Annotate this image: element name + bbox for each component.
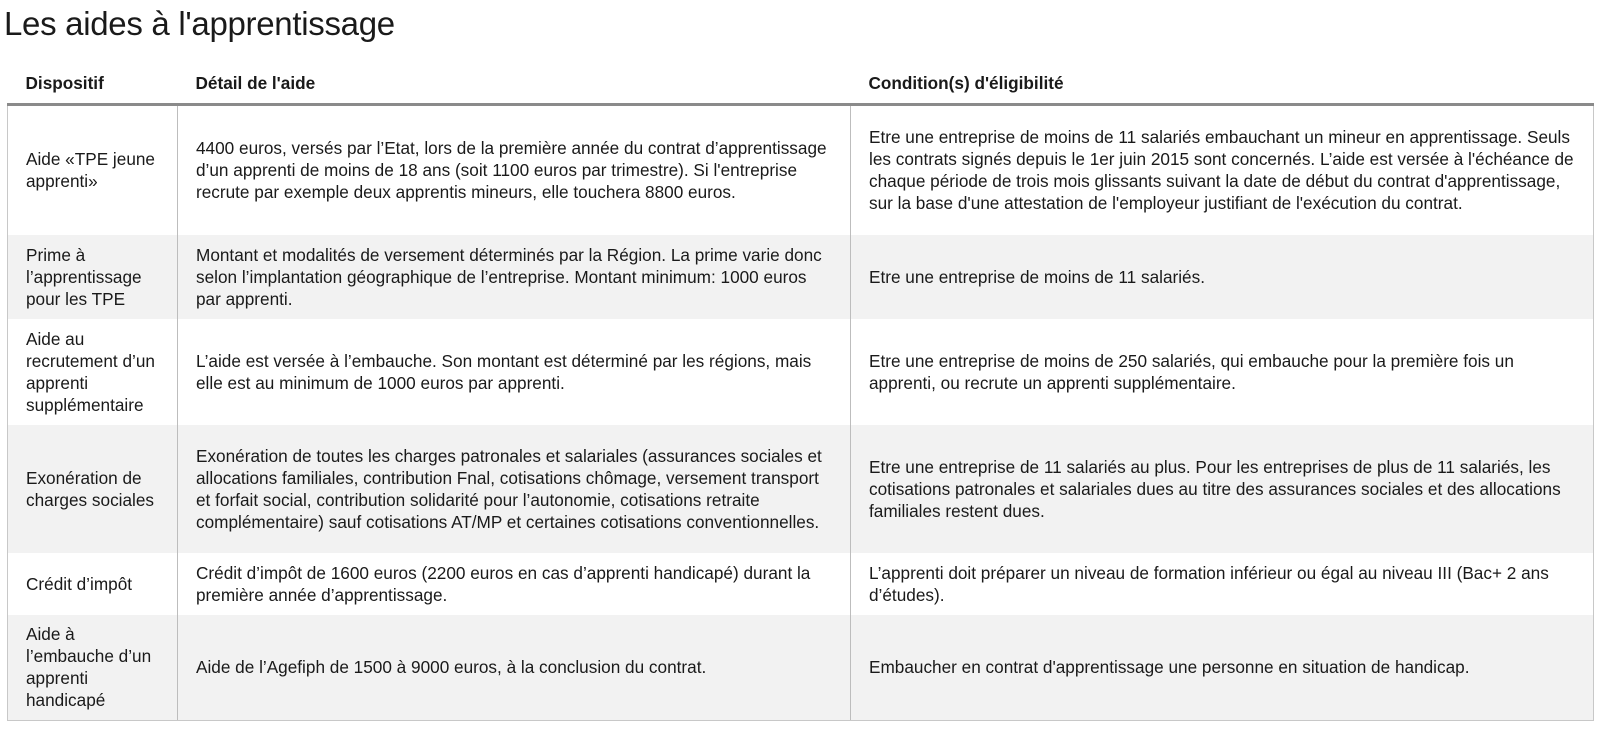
- column-header-dispositif: Dispositif: [8, 62, 178, 105]
- cell-dispositif: Aide à l’embauche d’un apprenti handicapé: [8, 615, 178, 721]
- cell-conditions: Etre une entreprise de moins de 11 salariés.: [851, 235, 1594, 319]
- cell-dispositif: Exonération de charges sociales: [8, 425, 178, 553]
- cell-dispositif: Aide «TPE jeune apprenti»: [8, 105, 178, 235]
- page-title: Les aides à l'apprentissage: [4, 5, 395, 42]
- cell-detail: Montant et modalités de versement déterminés par la Région. La prime varie donc selon l’implantation géographique de l’entreprise. Montant minimum: 1000 euros par apprenti.: [178, 235, 851, 319]
- cell-dispositif: Crédit d’impôt: [8, 553, 178, 615]
- table-row: [8, 235, 1594, 319]
- aides-table: [7, 62, 1594, 721]
- column-header-detail: Détail de l'aide: [178, 62, 851, 105]
- cell-dispositif: Aide au recrutement d’un apprenti supplémentaire: [8, 319, 178, 425]
- table-row: [8, 105, 1594, 235]
- cell-detail: L’aide est versée à l’embauche. Son montant est déterminé par les régions, mais elle est au minimum de 1000 euros par apprenti.: [178, 319, 851, 425]
- cell-dispositif: Prime à l’apprentissage pour les TPE: [8, 235, 178, 319]
- cell-detail: Crédit d’impôt de 1600 euros (2200 euros en cas d’apprenti handicapé) durant la première année d’apprentissage.: [178, 553, 851, 615]
- table-row: [8, 425, 1594, 553]
- cell-conditions: Etre une entreprise de moins de 11 salariés embauchant un mineur en apprentissage. Seuls les contrats signés depuis le 1er juin 2015 sont concernés. L’aide est versée à l'échéance de chaque période de trois mois glissants suivant la date de début du contrat d'apprentissage, sur la base d'une attestation de l'employeur justifiant de l'exécution du contrat.: [851, 105, 1594, 235]
- cell-detail: Exonération de toutes les charges patronales et salariales (assurances sociales et allocations familiales, contribution Fnal, cotisations chômage, versement transport et forfait social, contribution solidarité pour l’autonomie, cotisations retraite complémentaire) sauf cotisations AT/MP et certaines cotisations conventionnelles.: [178, 425, 851, 553]
- cell-detail: 4400 euros, versés par l’Etat, lors de la première année du contrat d’apprentissage d’un apprenti de moins de 18 ans (soit 1100 euros par trimestre). Si l'entreprise recrute par exemple deux apprentis mineurs, elle touchera 8800 euros.: [178, 105, 851, 235]
- cell-conditions: L’apprenti doit préparer un niveau de formation inférieur ou égal au niveau III (Bac+ 2 ans d’études).: [851, 553, 1594, 615]
- column-header-conditions: Condition(s) d'éligibilité: [851, 62, 1594, 105]
- table-row: [8, 553, 1594, 615]
- cell-detail: Aide de l’Agefiph de 1500 à 9000 euros, à la conclusion du contrat.: [178, 615, 851, 721]
- cell-conditions: Etre une entreprise de moins de 250 salariés, qui embauche pour la première fois un apprenti, ou recrute un apprenti supplémentaire.: [851, 319, 1594, 425]
- cell-conditions: Etre une entreprise de 11 salariés au plus. Pour les entreprises de plus de 11 salariés, les cotisations patronales et salariales dues au titre des assurances sociales et des allocations familiales restent dues.: [851, 425, 1594, 553]
- table-row: [8, 615, 1594, 721]
- cell-conditions: Embaucher en contrat d'apprentissage une personne en situation de handicap.: [851, 615, 1594, 721]
- table-row: [8, 319, 1594, 425]
- table-header-row: [8, 62, 1594, 105]
